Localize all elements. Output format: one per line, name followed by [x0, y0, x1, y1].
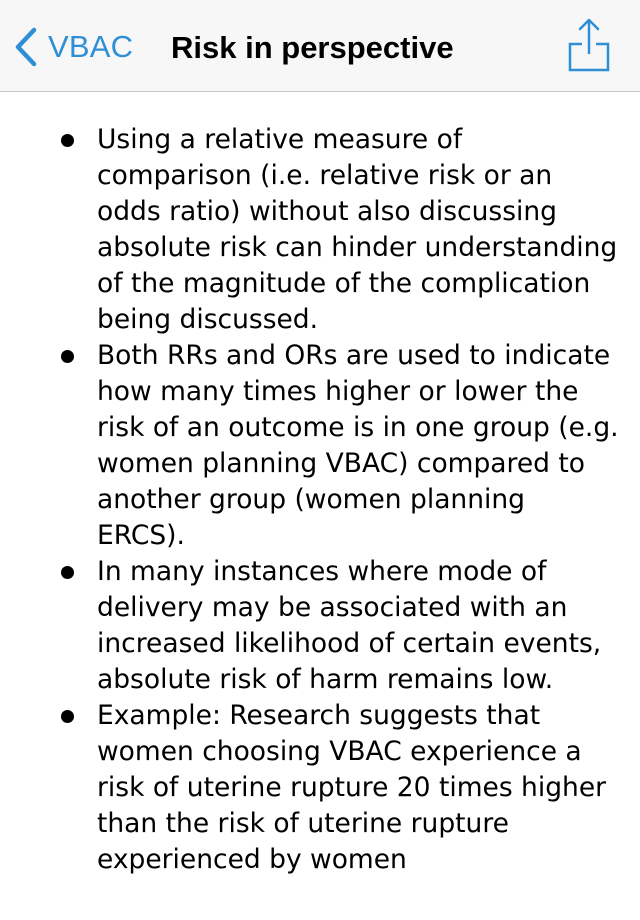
navigation-bar [0, 0, 640, 92]
list-item [0, 554, 640, 698]
bullet-icon [61, 350, 74, 363]
bullet-text: Using a relative measure of comparison (i.e. relative risk or an odds ratio) without also discussing absolute risk can hinder understanding of the magnitude of the complication being discussed. [97, 124, 618, 335]
chevron-left-icon [14, 27, 38, 67]
bullet-text: In many instances where mode of delivery may be associated with an increased likelihood of certain events, absolute risk of harm remains low. [97, 556, 602, 695]
list-item [0, 122, 640, 338]
page-title: Risk in perspective [171, 30, 454, 65]
share-button[interactable] [565, 16, 613, 74]
share-icon [565, 59, 613, 78]
list-item [0, 338, 640, 554]
bullet-icon [61, 566, 74, 579]
bullet-list [0, 122, 640, 878]
list-item [0, 698, 640, 878]
bullet-text: Example: Research suggests that women choosing VBAC experience a risk of uterine rupture 20 times higher than the risk of uterine rupture experienced by women [97, 700, 607, 875]
back-button[interactable] [14, 22, 133, 72]
bullet-icon [61, 134, 74, 147]
back-button-label: VBAC [48, 29, 134, 64]
bullet-text: Both RRs and ORs are used to indicate how many times higher or lower the risk of an outcome is in one group (e.g. women planning VBAC) compared to another group (women planning ERCS). [97, 340, 619, 551]
content-area[interactable] [0, 92, 640, 920]
bullet-icon [61, 710, 74, 723]
